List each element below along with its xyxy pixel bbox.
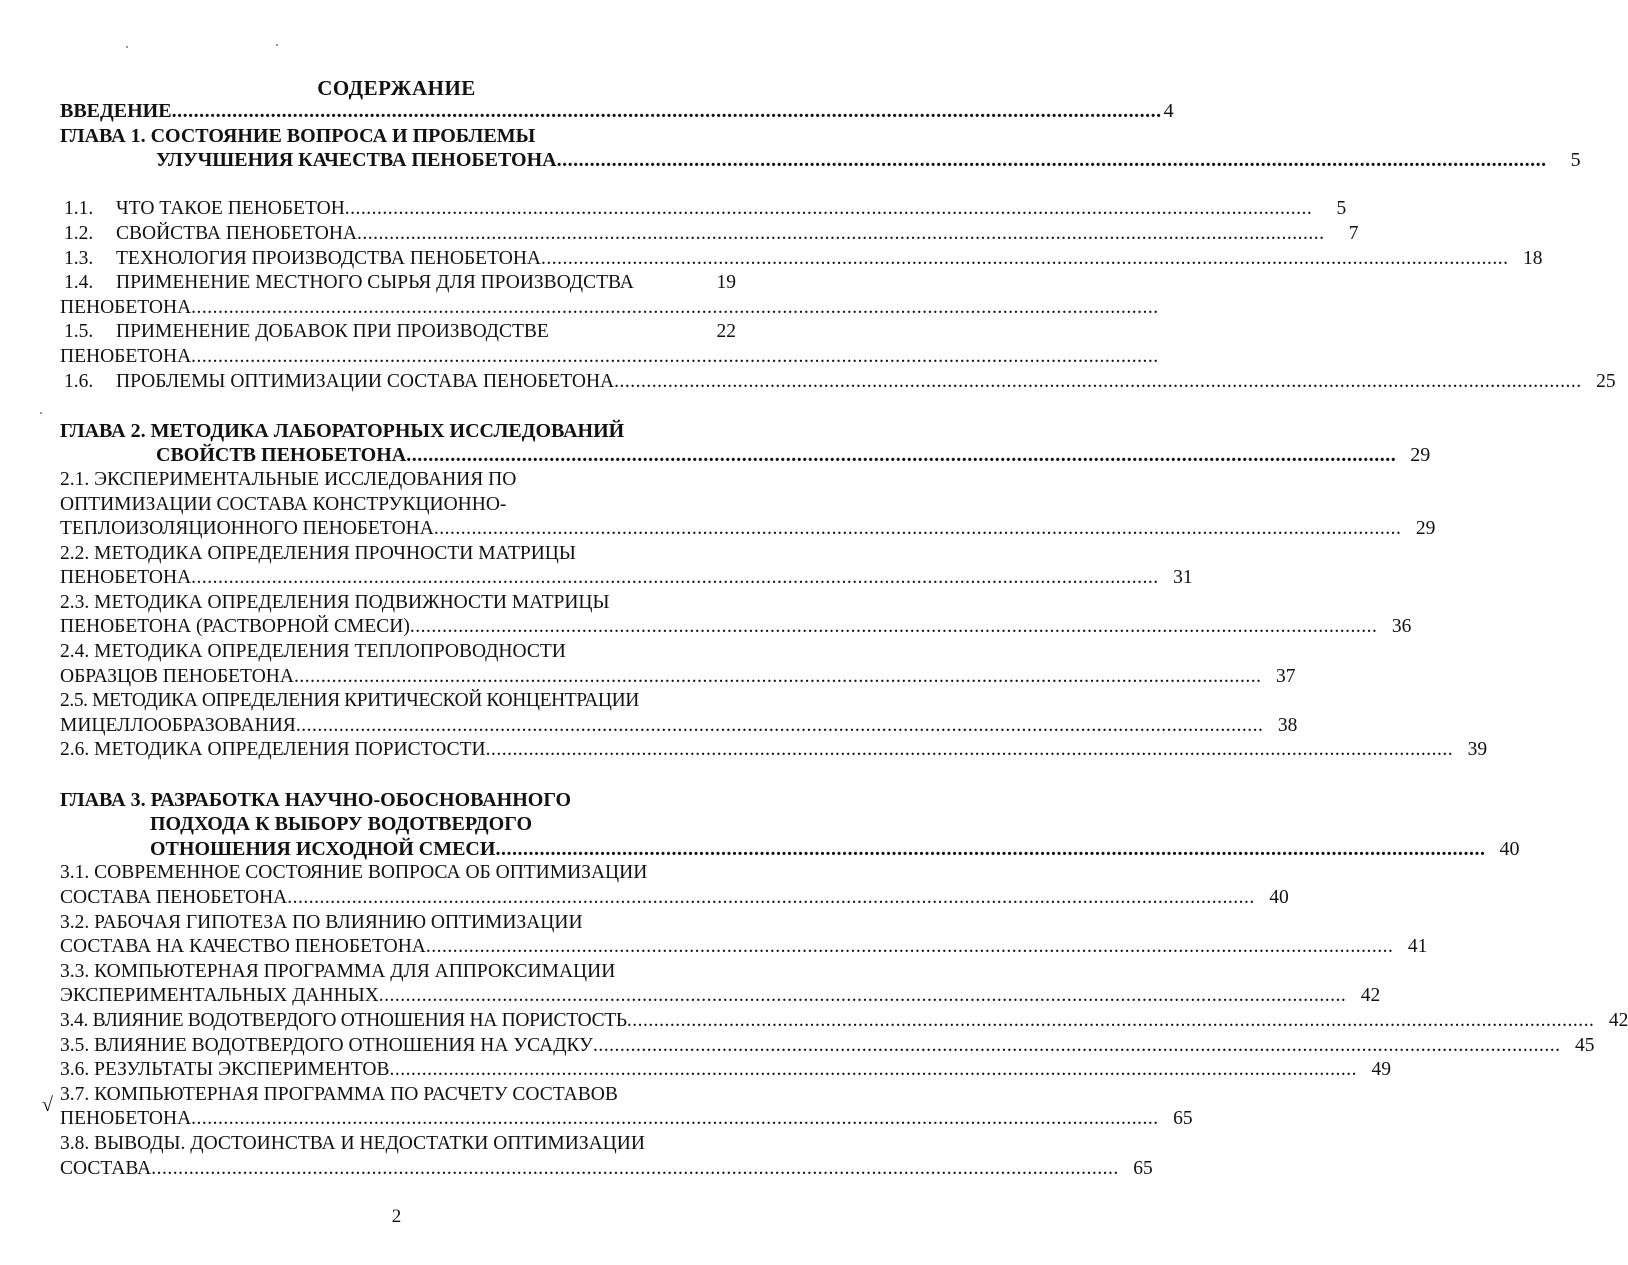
entry-text: 2.1. ЭКСПЕРИМЕНТАЛЬНЫЕ ИССЛЕДОВАНИЯ ПО — [60, 468, 517, 490]
entry-text: 3.8. ВЫВОДЫ. ДОСТОИНСТВА И НЕДОСТАТКИ ОПТИМИЗАЦИИ — [60, 1132, 645, 1154]
scan-speck — [126, 46, 128, 48]
leader-dots — [172, 99, 1162, 124]
leader-dots — [191, 566, 1159, 591]
leader-dots — [495, 837, 1485, 862]
toc-entry — [60, 1009, 1628, 1034]
leader-dots — [294, 665, 1262, 690]
toc-entry — [60, 1132, 736, 1157]
chapter-title-line: УЛУЧШЕНИЯ КАЧЕСТВА ПЕНОБЕТОНА — [156, 149, 557, 172]
entry-text: 3.7. КОМПЬЮТЕРНАЯ ПРОГРАММА ПО РАСЧЕТУ СОСТАВОВ — [60, 1083, 618, 1105]
entry-text: 2.3. МЕТОДИКА ОПРЕДЕЛЕНИЯ ПОДВИЖНОСТИ МАТРИЦЫ — [60, 591, 610, 613]
entry-text: ОПТИМИЗАЦИИ СОСТАВА КОНСТРУКЦИОННО- — [60, 493, 507, 515]
entry-page: 65 — [1173, 1108, 1193, 1130]
entry-text: 2.4. МЕТОДИКА ОПРЕДЕЛЕНИЯ ТЕПЛОПРОВОДНОСТИ — [60, 641, 566, 663]
toc-entry — [60, 222, 1359, 247]
toc-entry-cont — [60, 1157, 1153, 1182]
leader-dots — [426, 935, 1394, 960]
toc-entry — [60, 320, 736, 345]
entry-number: 1.2. — [64, 222, 94, 244]
toc-entry — [60, 247, 1543, 272]
entry-text: 3.5. ВЛИЯНИЕ ВОДОТВЕРДОГО ОТНОШЕНИЯ НА УСАДКУ — [60, 1034, 593, 1056]
entry-text: ЭКСПЕРИМЕНТАЛЬНЫХ ДАННЫХ — [60, 985, 379, 1007]
toc-entry — [60, 861, 736, 886]
entry-page: 5 — [1336, 198, 1347, 220]
chapter-title-line: ПОДХОДА К ВЫБОРУ ВОДОТВЕРДОГО — [150, 813, 533, 836]
entry-text: ВВЕДЕНИЕ — [60, 100, 172, 122]
entry-page: 18 — [1522, 247, 1543, 269]
entry-text: 2.2. МЕТОДИКА ОПРЕДЕЛЕНИЯ ПРОЧНОСТИ МАТРИЦЫ — [60, 542, 576, 564]
chapter-title-line: СВОЙСТВ ПЕНОБЕТОНА — [156, 444, 407, 467]
scan-speck — [40, 412, 42, 414]
entry-page: 49 — [1371, 1059, 1391, 1081]
toc-entry-cont — [60, 984, 1381, 1009]
entry-page: 36 — [1391, 616, 1412, 638]
toc-entry — [60, 591, 736, 616]
chapter-3-heading — [60, 788, 736, 813]
entry-text: 3.2. РАБОЧАЯ ГИПОТЕЗА ПО ВЛИЯНИЮ ОПТИМИЗАЦИИ — [60, 911, 583, 933]
chapter-1-heading-cont — [60, 148, 1581, 173]
entry-text: ПЕНОБЕТОНА — [60, 296, 192, 318]
entry-text: ПРИМЕНЕНИЕ ДОБАВОК ПРИ ПРОИЗВОДСТВЕ — [116, 321, 549, 343]
entry-text: ТЕХНОЛОГИЯ ПРОИЗВОДСТВА ПЕНОБЕТОНА — [116, 247, 541, 269]
entry-number: 1.4. — [64, 272, 94, 294]
chapter-title-line: ГЛАВА 3. РАЗРАБОТКА НАУЧНО-ОБОСНОВАННОГО — [60, 788, 572, 811]
toc-entry-cont — [60, 714, 1298, 739]
scan-speck — [276, 44, 278, 46]
entry-text: ПЕНОБЕТОНА — [60, 345, 192, 367]
spacer — [60, 173, 736, 198]
entry-text: ПРИМЕНЕНИЕ МЕСТНОГО СЫРЬЯ ДЛЯ ПРОИЗВОДСТВА — [116, 272, 634, 294]
leader-dots — [296, 714, 1264, 739]
entry-text: СОСТАВА ПЕНОБЕТОНА — [60, 887, 288, 908]
entry-page: 29 — [1410, 444, 1431, 467]
entry-text: 2.6. МЕТОДИКА ОПРЕДЕЛЕНИЯ ПОРИСТОСТИ — [60, 739, 486, 761]
table-of-contents — [60, 99, 1628, 1181]
toc-entry — [60, 960, 736, 985]
toc-entry — [60, 197, 1347, 222]
leader-dots — [345, 197, 1313, 222]
leader-dots — [151, 1157, 1119, 1182]
toc-entry-cont — [60, 517, 1436, 542]
toc-entry — [60, 1058, 1391, 1083]
leader-dots — [557, 148, 1547, 173]
toc-entry — [60, 689, 736, 714]
leader-dots — [410, 615, 1378, 640]
entry-number: 1.5. — [64, 321, 94, 343]
leader-dots — [593, 1034, 1561, 1059]
entry-page: 41 — [1407, 936, 1428, 958]
toc-entry-cont — [60, 935, 1428, 960]
toc-entry-cont — [60, 296, 736, 321]
toc-entry — [60, 542, 736, 567]
entry-text: ТЕПЛОИЗОЛЯЦИОННОГО ПЕНОБЕТОНА — [60, 518, 434, 540]
toc-entry — [60, 640, 736, 665]
leader-dots — [191, 345, 1159, 370]
entry-number: 1.6. — [64, 370, 94, 392]
leader-dots — [379, 984, 1347, 1009]
entry-text: 3.1. СОВРЕМЕННОЕ СОСТОЯНИЕ ВОПРОСА ОБ ОПТИМИЗАЦИИ — [60, 862, 648, 884]
entry-page: 65 — [1133, 1157, 1153, 1179]
leader-dots — [614, 370, 1582, 395]
page-number: 2 — [391, 1206, 402, 1227]
toc-title: СОДЕРЖАНИЕ — [317, 76, 476, 100]
entry-text: СВОЙСТВА ПЕНОБЕТОНА — [116, 222, 357, 244]
leader-dots — [541, 247, 1509, 272]
entry-text: СОСТАВА — [60, 1157, 152, 1179]
entry-text: 3.6. РЕЗУЛЬТАТЫ ЭКСПЕРИМЕНТОВ — [60, 1059, 390, 1081]
spacer — [60, 763, 736, 788]
entry-text: 2.5. МЕТОДИКА ОПРЕДЕЛЕНИЯ КРИТИЧЕСКОЙ КОНЦЕНТРАЦИИ — [60, 690, 639, 712]
chapter-2-heading — [60, 419, 736, 444]
chapter-title-line: ГЛАВА 2. МЕТОДИКА ЛАБОРАТОРНЫХ ИССЛЕДОВАНИЙ — [60, 419, 625, 442]
entry-page: 31 — [1173, 567, 1193, 589]
entry-number: 1.1. — [64, 198, 94, 220]
leader-dots — [287, 886, 1255, 911]
toc-entry — [60, 911, 736, 936]
entry-text: 3.4. ВЛИЯНИЕ ВОДОТВЕРДОГО ОТНОШЕНИЯ НА ПОРИСТОСТЬ — [60, 1009, 627, 1031]
entry-text: ПРОБЛЕМЫ ОПТИМИЗАЦИИ СОСТАВА ПЕНОБЕТОНА — [116, 370, 615, 392]
toc-entry-cont — [60, 886, 1289, 911]
leader-dots — [389, 1058, 1357, 1083]
entry-page: 40 — [1499, 837, 1520, 860]
entry-text: ЧТО ТАКОЕ ПЕНОБЕТОН — [116, 198, 345, 220]
chapter-3-heading-cont — [60, 812, 736, 837]
leader-dots — [627, 1009, 1595, 1034]
entry-page: 19 — [716, 272, 736, 294]
entry-text: ПЕНОБЕТОНА (РАСТВОРНОЙ СМЕСИ) — [60, 616, 410, 638]
toc-entry — [60, 738, 1488, 763]
entry-page: 25 — [1596, 370, 1616, 392]
entry-page: 22 — [716, 321, 736, 343]
leader-dots — [357, 222, 1325, 247]
handwritten-check-mark: √ — [42, 1094, 53, 1116]
toc-entry — [60, 271, 736, 296]
chapter-3-heading-cont — [60, 837, 1520, 862]
entry-number: 1.3. — [64, 247, 94, 269]
toc-entry — [60, 468, 736, 493]
toc-entry-cont — [60, 1107, 1193, 1132]
entry-text: ПЕНОБЕТОНА — [60, 1108, 192, 1130]
entry-text: ПЕНОБЕТОНА — [60, 567, 192, 589]
leader-dots — [486, 738, 1454, 763]
entry-text: 3.3. КОМПЬЮТЕРНАЯ ПРОГРАММА ДЛЯ АППРОКСИМАЦИИ — [60, 960, 616, 982]
entry-page: 39 — [1467, 739, 1488, 761]
chapter-1-heading — [60, 124, 736, 149]
entry-page: 45 — [1574, 1034, 1595, 1056]
entry-page: 37 — [1275, 665, 1296, 687]
toc-entry — [60, 370, 1616, 395]
chapter-2-heading-cont — [60, 443, 1431, 468]
leader-dots — [406, 443, 1396, 468]
entry-text: СОСТАВА НА КАЧЕСТВО ПЕНОБЕТОНА — [60, 936, 426, 958]
toc-entry-cont — [60, 345, 736, 370]
spacer — [60, 394, 736, 419]
leader-dots — [191, 1107, 1159, 1132]
entry-page: 29 — [1415, 518, 1436, 540]
leader-dots — [191, 296, 1159, 321]
entry-text: ОБРАЗЦОВ ПЕНОБЕТОНА — [60, 665, 294, 687]
leader-dots — [434, 517, 1402, 542]
entry-page: 5 — [1570, 149, 1581, 172]
entry-page: 7 — [1348, 222, 1359, 244]
entry-page: 38 — [1277, 714, 1298, 736]
toc-entry — [60, 1034, 1595, 1059]
entry-page: 4 — [1163, 100, 1174, 122]
entry-text: МИЦЕЛЛООБРАЗОВАНИЯ — [60, 714, 296, 736]
chapter-title-line: ОТНОШЕНИЯ ИСХОДНОЙ СМЕСИ — [150, 837, 496, 860]
toc-entry — [60, 1083, 736, 1108]
entry-page: 40 — [1269, 887, 1289, 908]
toc-entry-cont — [60, 615, 1412, 640]
toc-entry-cont — [60, 493, 736, 518]
entry-page: 42 — [1608, 1009, 1628, 1031]
toc-entry-intro — [60, 99, 1174, 124]
toc-entry-cont — [60, 665, 1296, 690]
entry-page: 42 — [1360, 985, 1381, 1007]
chapter-title-line: ГЛАВА 1. СОСТОЯНИЕ ВОПРОСА И ПРОБЛЕМЫ — [60, 124, 536, 147]
toc-entry-cont — [60, 566, 1193, 591]
